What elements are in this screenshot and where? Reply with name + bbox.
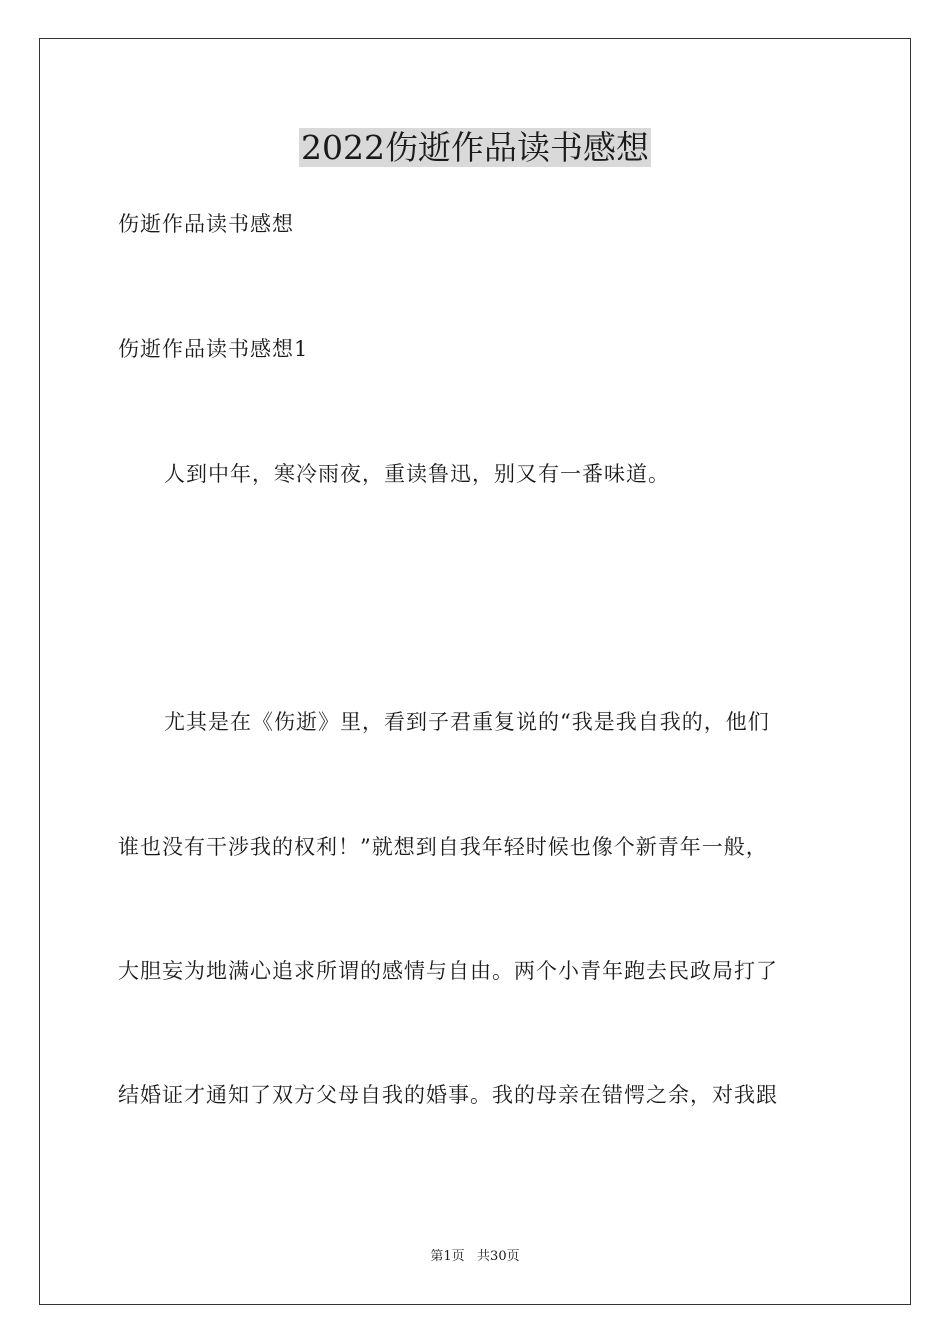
paragraph-2-line-2: 谁也没有干涉我的权利！”就想到自我年轻时候也像个新青年一般， [118,835,768,859]
document-title-text: 2022伤逝作品读书感想 [301,128,649,167]
paragraph-2-line-3: 大胆妄为地满心追求所谓的感情与自由。两个小青年跑去民政局打了 [118,959,778,983]
paragraph-1: 人到中年，寒冷雨夜，重读鲁迅，别又有一番味道。 [164,462,670,486]
document-title [0,128,950,168]
paragraph-2-line-1: 尤其是在《伤逝》里，看到子君重复说的“我是我自我的，他们 [164,710,770,734]
paragraph-2-line-4: 结婚证才通知了双方父母自我的婚事。我的母亲在错愕之余，对我跟 [118,1083,778,1107]
page-footer: 第1页 共30页 [430,1249,520,1264]
document-subtitle: 伤逝作品读书感想 [118,212,294,236]
section-heading: 伤逝作品读书感想1 [118,337,309,361]
